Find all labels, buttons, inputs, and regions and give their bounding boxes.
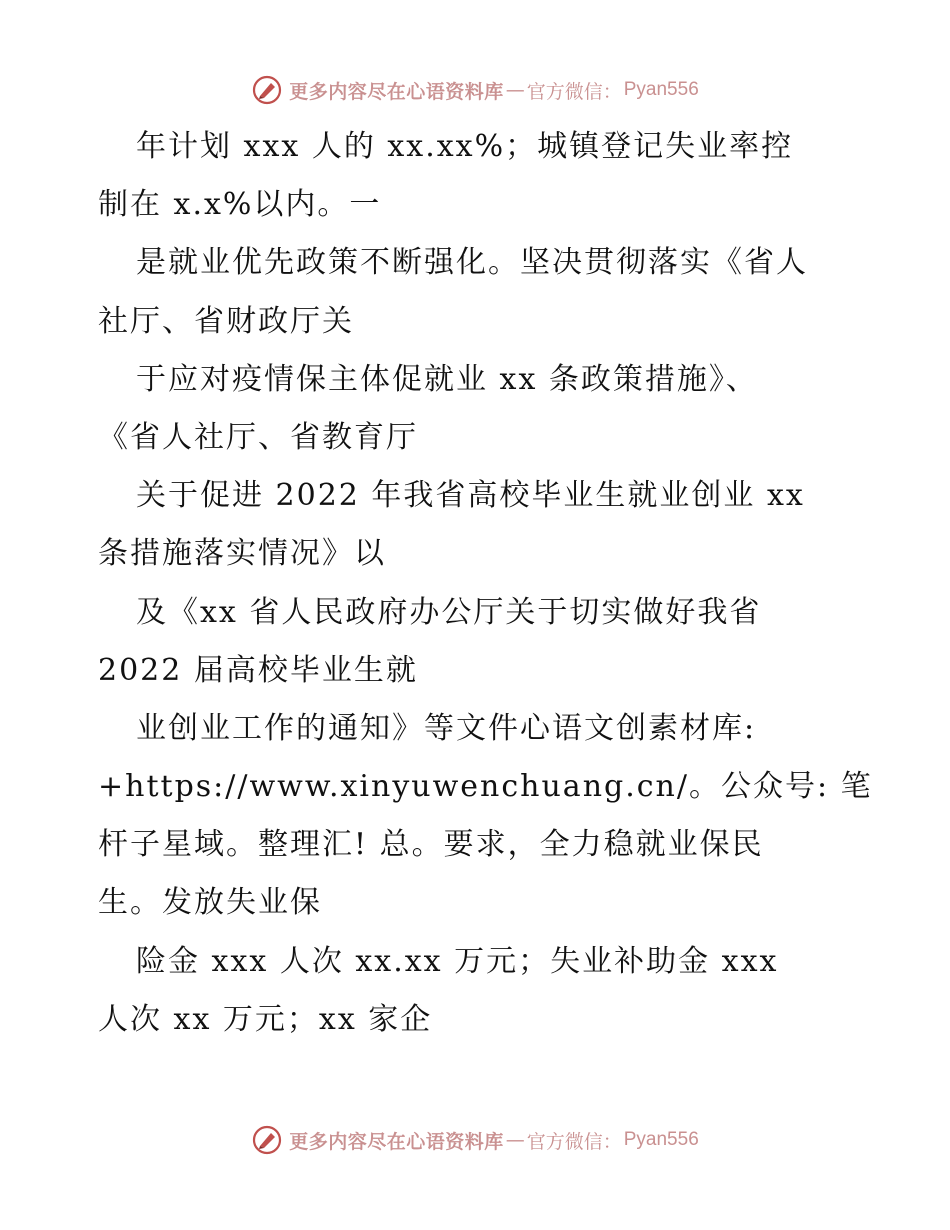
body-line: 年计划 xxx 人的 xx.xx%；城镇登记失业率控: [136, 129, 794, 164]
body-line: 业创业工作的通知》等文件心语文创素材库:: [136, 710, 757, 746]
body-line: 2022 届高校毕业生就: [98, 652, 418, 688]
footer-wechat-id: Pyan556: [623, 1129, 699, 1150]
header-wechat-label: 官方微信：: [526, 80, 622, 103]
footer-watermark-banner: [0, 1120, 950, 1160]
header-banner-dash: —: [505, 79, 525, 101]
pen-logo-icon: [251, 74, 283, 106]
body-line: 生。发放失业保: [98, 885, 322, 921]
body-line: 社厅、省财政厅关: [98, 303, 354, 339]
body-line: 杆子星域。整理汇! 总。要求，全力稳就业保民: [98, 827, 764, 863]
body-line: 《省人社厅、省教育厅: [98, 419, 418, 455]
footer-wechat-label: 官方微信：: [526, 1130, 622, 1153]
header-wechat-id: Pyan556: [623, 79, 699, 100]
body-line: 制在 x.x%以内。一: [98, 187, 382, 223]
pen-logo-icon: [251, 1124, 283, 1156]
body-line: 险金 xxx 人次 xx.xx 万元；失业补助金 xxx: [136, 943, 779, 979]
body-line: 条措施落实情况》以: [98, 536, 386, 572]
footer-banner-dash: —: [505, 1129, 525, 1151]
body-line: +https://www.xinyuwenchuang.cn/。公众号: 笔: [98, 769, 873, 805]
body-line: 于应对疫情保主体促就业 xx 条政策措施》、: [136, 361, 758, 397]
footer-banner-text: 更多内容尽在心语资料库: [289, 1130, 504, 1153]
header-banner-text: 更多内容尽在心语资料库: [289, 80, 504, 103]
body-line: 关于促进 2022 年我省高校毕业生就业创业 xx: [136, 478, 805, 514]
body-line: 人次 xx 万元；xx 家企: [98, 1001, 433, 1037]
document-body: [98, 118, 873, 1049]
header-watermark-banner: [0, 70, 950, 110]
body-line: 是就业优先政策不断强化。坚决贯彻落实《省人: [136, 245, 808, 281]
body-line: 及《xx 省人民政府办公厅关于切实做好我省: [136, 594, 762, 630]
